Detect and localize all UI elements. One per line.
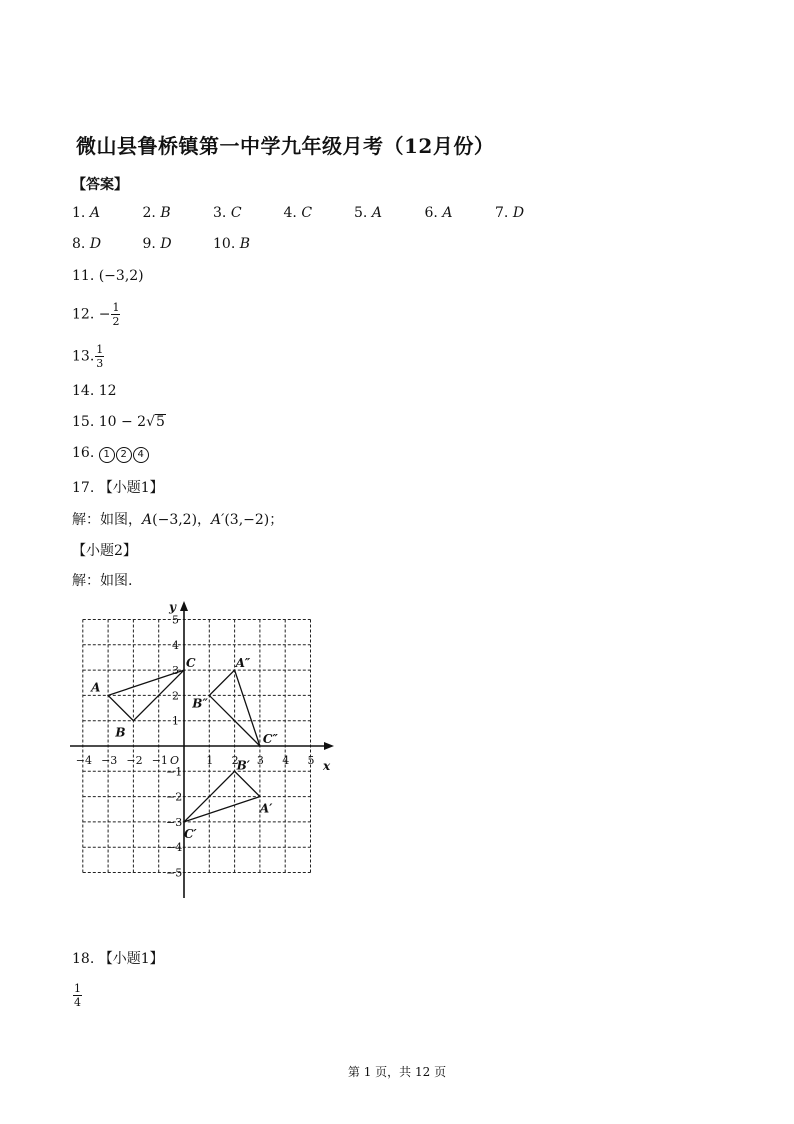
answer-18-part1 [72,983,82,1008]
y-tick-label: 2 [172,689,179,703]
answer-letter: A [371,205,382,221]
answer-value: 12 [98,383,117,399]
answer-letter: C [230,205,242,221]
numerator: 1 [74,982,81,995]
answer-12 [72,302,120,327]
vertex-label-b-double-prime: B″ [192,696,208,711]
x-axis-arrow [324,742,334,750]
answer-letter: D [89,236,102,252]
y-axis-label: y [169,600,176,614]
x-tick-label: 5 [307,754,315,767]
mc-answer-item [213,236,250,252]
question-number: 18. [72,951,95,967]
x-axis-label: x [323,759,331,773]
circled-number: 4 [133,447,149,463]
mc-answer-item [143,236,172,252]
y-axis-arrow [180,601,188,611]
end-punct: ； [269,512,284,528]
vertex-label-b-prime: B′ [236,758,250,773]
vertex-label-a-double-prime: A″ [235,656,251,671]
vertex-label-a-prime: A′ [259,801,273,816]
answer-16 [72,445,150,463]
numerator: 1 [96,343,104,356]
vertex-label-c-prime: C′ [184,826,197,841]
mc-answer-item [354,205,382,221]
answer-letter: A [89,205,100,221]
denominator: 3 [96,357,104,370]
question-number: 7. [495,205,509,221]
fraction [111,302,120,327]
solution-prefix: 解：如图， [72,512,142,528]
question-number: 6. [424,205,438,221]
x-tick-label: 4 [282,754,290,767]
question-number: 12. [72,306,95,323]
denominator: 2 [112,315,120,328]
minus-sign: − [98,306,111,323]
answer-17-part1-solution [72,509,283,529]
y-tick-label: −2 [166,790,183,804]
mc-answer-item [425,205,453,221]
answer-18-header [72,948,164,968]
point-a-prime-coord: (3,−2) [224,512,270,528]
answer-header: 【答案】 [72,177,128,193]
answer-13 [72,344,104,369]
x-tick-label: 3 [256,754,264,767]
point-a-prime-label: A′ [211,512,225,528]
question-number: 2. [142,205,156,221]
x-tick-label: 1 [206,754,214,767]
vertex-label-a: A [91,680,101,695]
circled-number: 2 [116,447,132,463]
question-number: 15. [72,414,95,430]
question-number: 5. [354,205,368,221]
question-number: 9. [142,236,156,252]
radical-sign: √ [146,414,155,430]
question-number: 8. [72,236,86,252]
answer-prefix: 10 − 2 [98,414,147,430]
mc-answer-item [284,205,313,221]
mc-answer-item [143,205,171,221]
circled-number: 1 [99,447,115,463]
question-number: 1. [72,205,86,221]
mc-answer-item [72,205,100,221]
subquestion-label: 【小题1】 [98,951,164,967]
vertex-label-c-double-prime: C″ [262,732,278,746]
x-tick-label: −1 [151,754,168,767]
answer-letter: D [512,205,525,221]
y-tick-label: −3 [166,815,183,829]
answer-letter: A [442,205,453,221]
x-tick-label: −3 [101,754,118,767]
origin-label: O [170,754,180,767]
answer-15 [72,414,166,430]
radicand: 5 [156,414,165,430]
question-number: 10. [213,236,236,252]
answer-letter: C [301,205,313,221]
fraction [73,983,82,1008]
y-tick-label: −1 [166,765,183,779]
mc-answer-item [213,205,242,221]
point-a-label: A [142,512,153,528]
fraction [95,344,104,369]
y-tick-label: 1 [172,714,179,728]
answer-letter: D [160,236,172,252]
question-number: 3. [213,205,227,221]
answer-17-part2-solution: 解：如图. [72,573,133,589]
answer-letter: B [160,205,171,221]
answer-value: (−3,2) [98,268,144,284]
subquestion-label: 【小题1】 [98,480,164,496]
point-a-coord: (−3,2) [152,512,198,528]
x-tick-label: 2 [231,754,239,767]
y-tick-label: 4 [172,638,179,652]
question-number: 16. [72,445,95,461]
page-footer: 第 1 页，共 12 页 [347,1065,447,1079]
denominator: 4 [74,996,81,1009]
answer-14 [72,383,117,399]
question-number: 14. [72,383,95,399]
separator: ， [197,512,212,528]
question-number: 17. [72,480,95,496]
mc-answer-item [72,236,101,252]
answer-17-part1-header [72,477,164,497]
y-tick-label: 3 [172,664,179,678]
answer-11 [72,268,144,284]
question-number: 11. [72,268,95,284]
x-tick-label: −4 [75,754,93,767]
y-tick-label: 5 [172,613,179,627]
question-number: 4. [283,205,297,221]
vertex-label-c: C [186,656,196,671]
question-number: 13. [72,348,95,365]
page-title: 微山县鲁桥镇第一中学九年级月考（12月份） [76,134,495,158]
numerator: 1 [112,301,120,314]
answer-17-part2-header: 【小题2】 [72,543,137,559]
y-tick-label: −5 [166,866,183,880]
vertex-label-b: B [115,725,126,740]
answer-letter: B [239,236,251,252]
coordinate-graph [60,595,350,905]
mc-answer-item [495,205,524,221]
y-tick-label: −4 [166,841,183,855]
x-tick-label: −2 [126,754,143,767]
